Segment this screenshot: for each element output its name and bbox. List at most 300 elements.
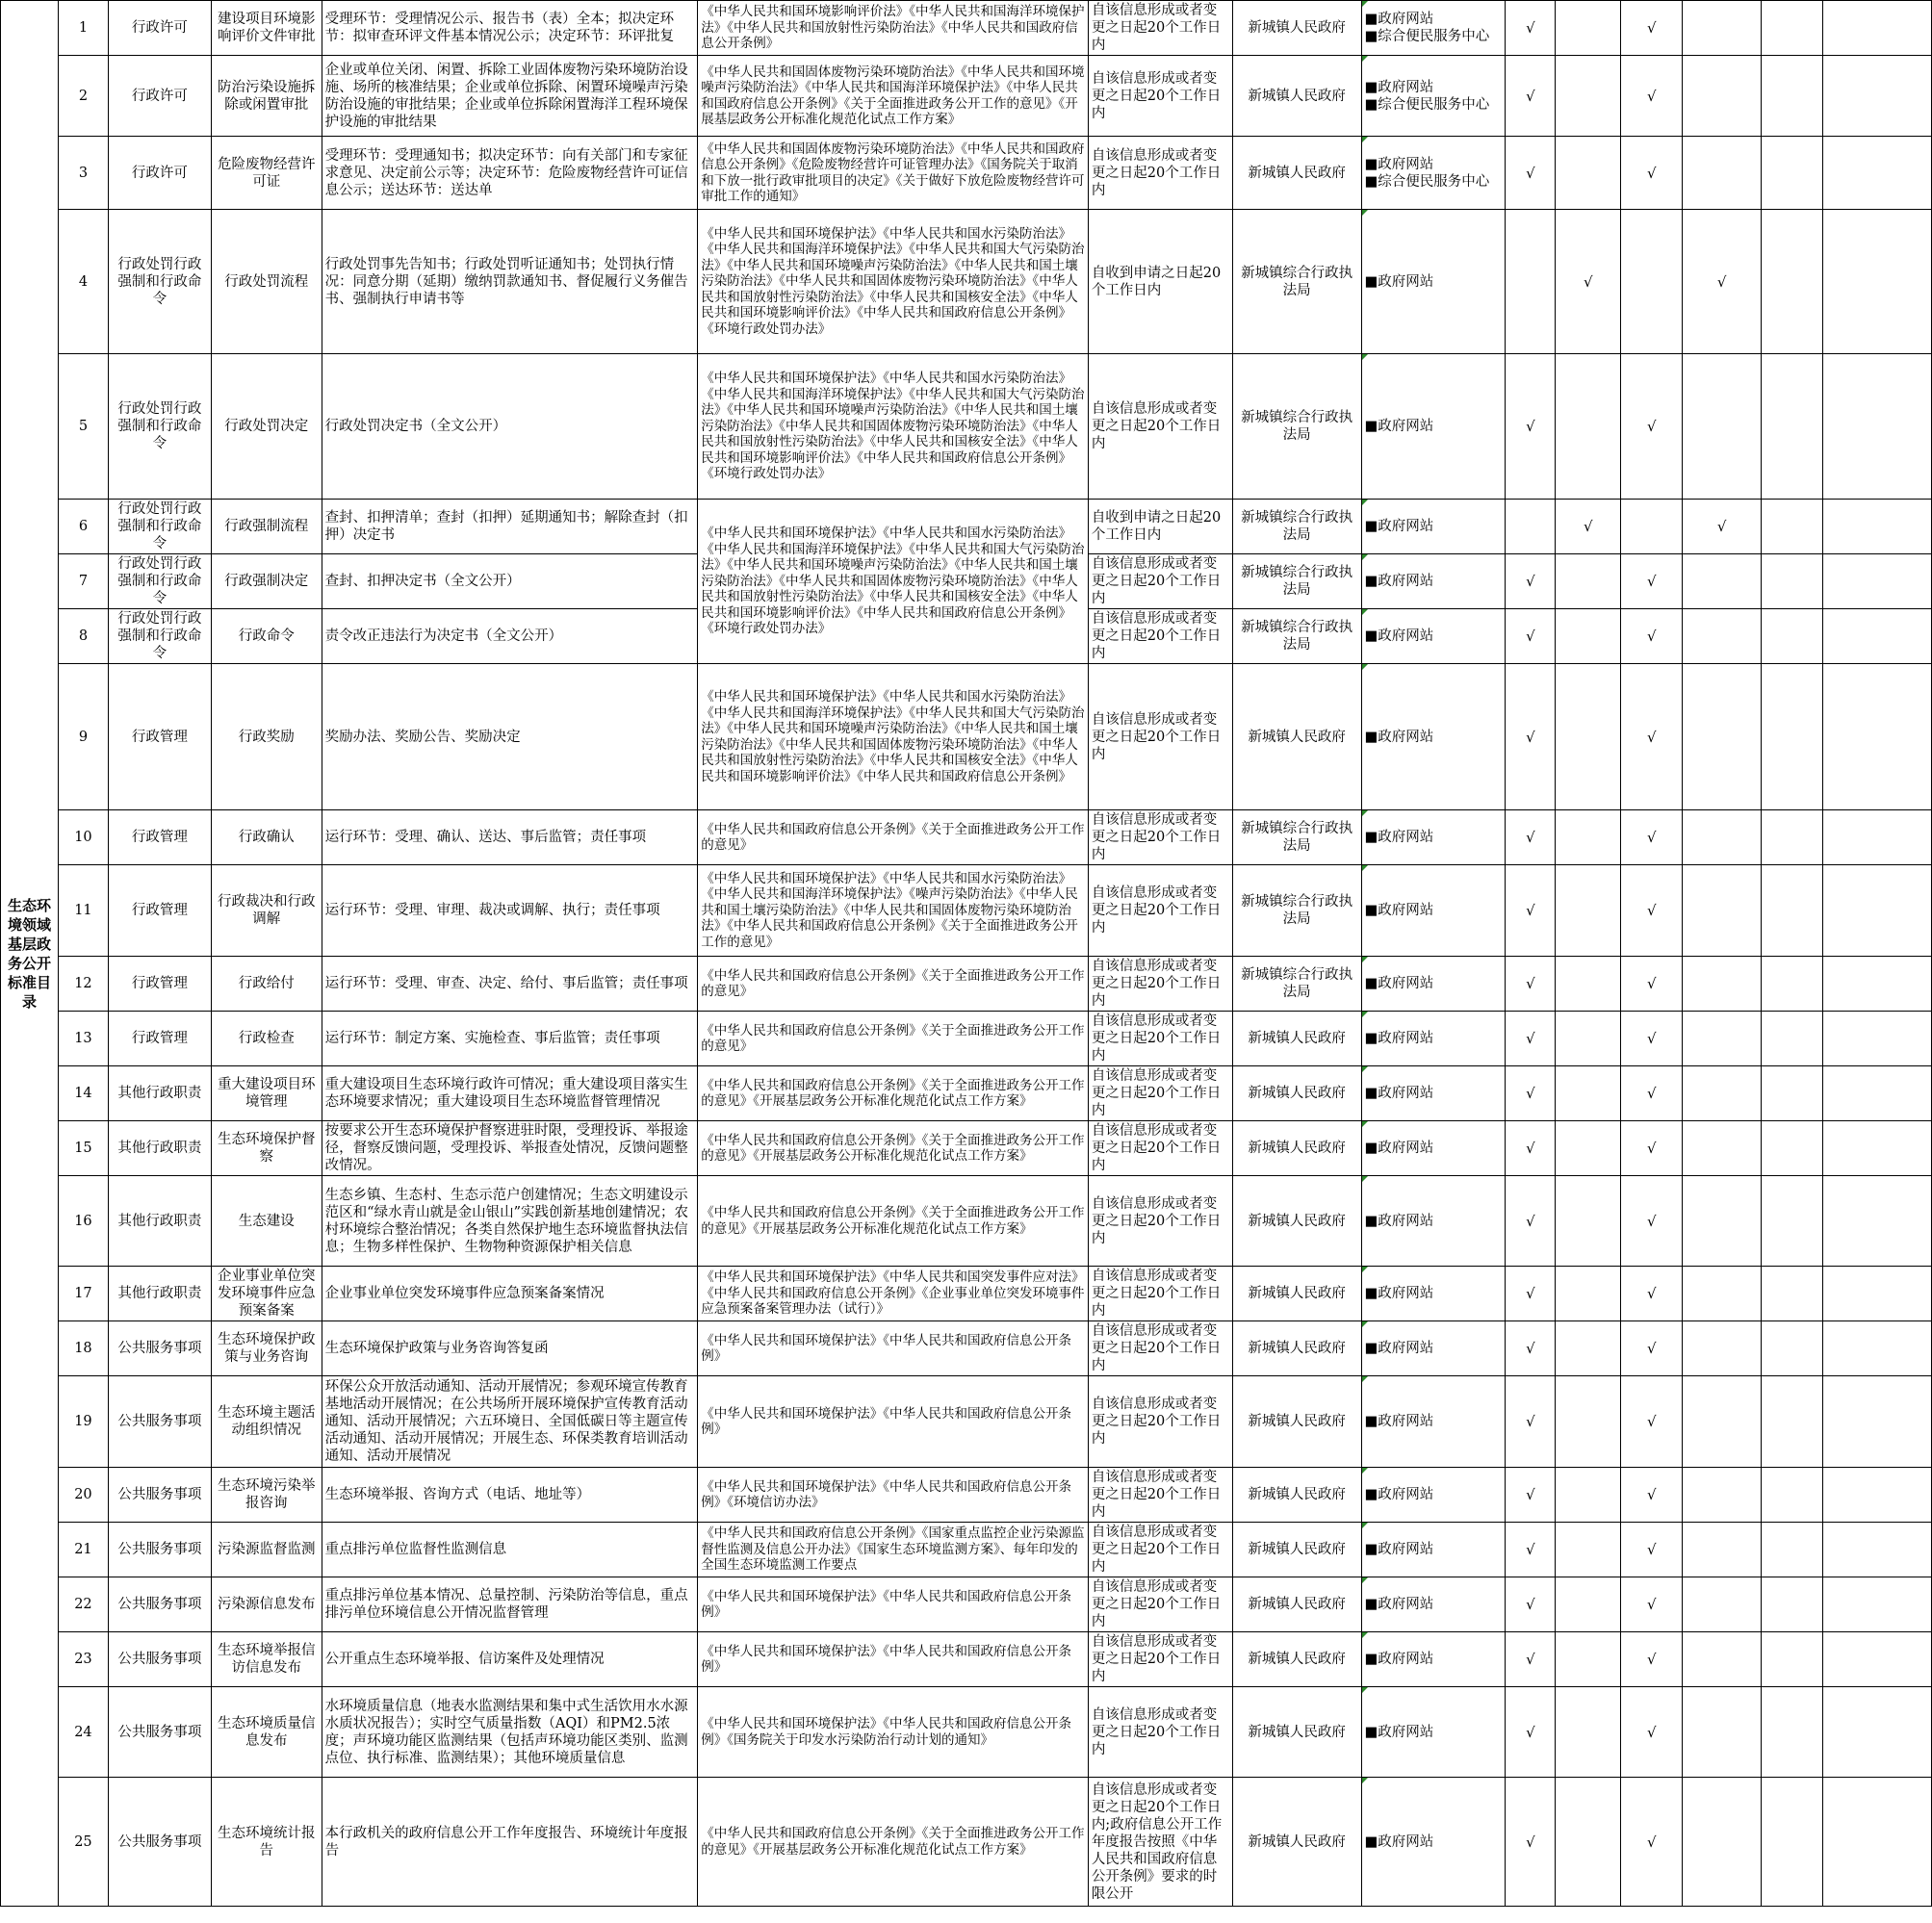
- blank-cell: [1823, 1066, 1932, 1121]
- check-mark-cell: √: [1506, 1321, 1556, 1376]
- check-mark-cell: [1556, 1632, 1621, 1687]
- subject-cell: 新城镇人民政府: [1232, 56, 1361, 137]
- time-limit-cell: 自该信息形成或者变更之日起20个工作日内: [1088, 1632, 1232, 1687]
- row-number: 15: [58, 1121, 108, 1176]
- check-mark-cell: √: [1506, 1632, 1556, 1687]
- item-cell: 行政处罚流程: [211, 210, 322, 354]
- check-mark-cell: √: [1506, 1577, 1556, 1632]
- row-number: 3: [58, 137, 108, 210]
- blank-cell: [1823, 664, 1932, 810]
- subject-cell: 新城镇综合行政执法局: [1232, 609, 1361, 664]
- category-cell: 公共服务事项: [108, 1577, 211, 1632]
- check-mark-cell: [1683, 56, 1762, 137]
- law-basis-cell: 《中华人民共和国政府信息公开条例》《关于全面推进政务公开工作的意见》《开展基层政务公开标准化规范化试点工作方案》: [698, 1121, 1089, 1176]
- row-number: 7: [58, 554, 108, 609]
- channel-item: ■政府网站: [1364, 1597, 1434, 1612]
- law-basis-cell: 《中华人民共和国环境保护法》《中华人民共和国政府信息公开条例》: [698, 1632, 1089, 1687]
- check-mark-cell: [1762, 56, 1823, 137]
- subject-cell: 新城镇综合行政执法局: [1232, 500, 1361, 554]
- channel-item: ■政府网站: [1364, 729, 1434, 745]
- row-number: 10: [58, 810, 108, 865]
- subject-cell: 新城镇人民政府: [1232, 1176, 1361, 1267]
- check-mark-cell: [1556, 1778, 1621, 1907]
- row-number: 6: [58, 500, 108, 554]
- item-cell: 生态环境污染举报咨询: [211, 1468, 322, 1523]
- check-mark-cell: √: [1621, 1, 1683, 56]
- item-cell: 生态环境主题活动组织情况: [211, 1376, 322, 1468]
- blank-cell: [1823, 1121, 1932, 1176]
- channel-cell: [1361, 1632, 1506, 1687]
- check-mark-cell: [1556, 1321, 1621, 1376]
- blank-cell: [1823, 1778, 1932, 1907]
- content-cell: 重大建设项目生态环境行政许可情况；重大建设项目落实生态环境要求情况；重大建设项目生态环境监督管理情况: [322, 1066, 698, 1121]
- check-mark-cell: [1762, 664, 1823, 810]
- law-basis-cell: 《中华人民共和国环境保护法》《中华人民共和国水污染防治法》《中华人民共和国海洋环境保护法》《中华人民共和国大气污染防治法》《中华人民共和国环境噪声污染防治法》《中华人民共和国土壤污染防治法》《中华人民共和国固体废物污染环境防治法》《中华人民共和国放射性污染防治法》《中华人民共和国核安全法》《中华人民共和国环境影响评价法》《中华人民共和国政府信息公开条例》《环境行政处罚办法》: [698, 500, 1089, 664]
- channel-item: ■政府网站: [1364, 1487, 1434, 1502]
- check-mark-cell: [1683, 957, 1762, 1012]
- channel-cell: [1361, 1577, 1506, 1632]
- check-mark-cell: [1762, 609, 1823, 664]
- category-cell: 公共服务事项: [108, 1376, 211, 1468]
- check-mark-cell: [1762, 137, 1823, 210]
- category-cell: 公共服务事项: [108, 1468, 211, 1523]
- category-cell: 公共服务事项: [108, 1778, 211, 1907]
- table-row: [1, 865, 1932, 957]
- channel-cell: [1361, 1012, 1506, 1066]
- subject-cell: 新城镇人民政府: [1232, 1, 1361, 56]
- channel-item: ■政府网站: [1364, 1286, 1434, 1301]
- channel-item: ■政府网站: [1364, 1031, 1434, 1046]
- time-limit-cell: 自收到申请之日起20个工作日内: [1088, 500, 1232, 554]
- check-mark-cell: [1762, 1176, 1823, 1267]
- check-mark-cell: [1683, 1121, 1762, 1176]
- check-mark-cell: √: [1506, 865, 1556, 957]
- blank-cell: [1823, 1321, 1932, 1376]
- check-mark-cell: [1556, 609, 1621, 664]
- law-basis-cell: 《中华人民共和国政府信息公开条例》《国家重点监控企业污染源监督性监测及信息公开办法》《国家生态环境监测方案》、每年印发的全国生态环境监测工作要点: [698, 1523, 1089, 1577]
- channel-item: ■政府网站: [1364, 830, 1434, 845]
- check-mark-cell: √: [1506, 810, 1556, 865]
- table-row: [1, 137, 1932, 210]
- row-number: 20: [58, 1468, 108, 1523]
- channel-item: ■政府网站: [1364, 156, 1434, 172]
- check-mark-cell: √: [1506, 1687, 1556, 1778]
- table-row: [1, 1523, 1932, 1577]
- subject-cell: 新城镇人民政府: [1232, 1121, 1361, 1176]
- check-mark-cell: √: [1621, 865, 1683, 957]
- law-basis-cell: 《中华人民共和国政府信息公开条例》《关于全面推进政务公开工作的意见》: [698, 957, 1089, 1012]
- check-mark-cell: √: [1621, 1778, 1683, 1907]
- channel-item: ■政府网站: [1364, 519, 1434, 534]
- content-cell: 重点排污单位监督性监测信息: [322, 1523, 698, 1577]
- content-cell: 公开重点生态环境举报、信访案件及处理情况: [322, 1632, 698, 1687]
- category-cell: 行政处罚行政强制和行政命令: [108, 609, 211, 664]
- table-row: [1, 210, 1932, 354]
- subject-cell: 新城镇综合行政执法局: [1232, 554, 1361, 609]
- check-mark-cell: [1762, 1321, 1823, 1376]
- subject-cell: 新城镇人民政府: [1232, 1523, 1361, 1577]
- content-cell: 受理环节：受理情况公示、报告书（表）全本；拟决定环节：拟审查环评文件基本情况公示；决定环节：环评批复: [322, 1, 698, 56]
- category-cell: 行政管理: [108, 810, 211, 865]
- law-basis-cell: 《中华人民共和国固体废物污染环境防治法》《中华人民共和国政府信息公开条例》《危险废物经营许可证管理办法》《国务院关于取消和下放一批行政审批项目的决定》《关于做好下放危险废物经营许可审批工作的通知》: [698, 137, 1089, 210]
- law-basis-cell: 《中华人民共和国环境保护法》《中华人民共和国政府信息公开条例》: [698, 1577, 1089, 1632]
- check-mark-cell: [1556, 664, 1621, 810]
- check-mark-cell: √: [1506, 554, 1556, 609]
- check-mark-cell: √: [1506, 137, 1556, 210]
- channel-cell: [1361, 609, 1506, 664]
- time-limit-cell: 自该信息形成或者变更之日起20个工作日内: [1088, 664, 1232, 810]
- check-mark-cell: √: [1506, 1267, 1556, 1321]
- check-mark-cell: [1683, 865, 1762, 957]
- check-mark-cell: [1621, 210, 1683, 354]
- check-mark-cell: √: [1621, 1468, 1683, 1523]
- check-mark-cell: √: [1506, 1376, 1556, 1468]
- item-cell: 行政裁决和行政调解: [211, 865, 322, 957]
- item-cell: 行政确认: [211, 810, 322, 865]
- law-basis-cell: 《中华人民共和国政府信息公开条例》《关于全面推进政务公开工作的意见》: [698, 1012, 1089, 1066]
- check-mark-cell: [1556, 1121, 1621, 1176]
- row-number: 13: [58, 1012, 108, 1066]
- check-mark-cell: [1556, 865, 1621, 957]
- law-basis-cell: 《中华人民共和国环境保护法》《中华人民共和国水污染防治法》《中华人民共和国海洋环境保护法》《中华人民共和国大气污染防治法》《中华人民共和国环境噪声污染防治法》《中华人民共和国土壤污染防治法》《中华人民共和国固体废物污染环境防治法》《中华人民共和国放射性污染防治法》《中华人民共和国核安全法》《中华人民共和国环境影响评价法》《中华人民共和国政府信息公开条例》《环境行政处罚办法》: [698, 354, 1089, 500]
- check-mark-cell: [1762, 1778, 1823, 1907]
- table-row: [1, 1632, 1932, 1687]
- law-basis-cell: 《中华人民共和国环境影响评价法》《中华人民共和国海洋环境保护法》《中华人民共和国放射性污染防治法》《中华人民共和国政府信息公开条例》: [698, 1, 1089, 56]
- time-limit-cell: 自该信息形成或者变更之日起20个工作日内: [1088, 56, 1232, 137]
- check-mark-cell: [1683, 1, 1762, 56]
- time-limit-cell: 自收到申请之日起20个工作日内: [1088, 210, 1232, 354]
- check-mark-cell: √: [1621, 664, 1683, 810]
- check-mark-cell: [1683, 1012, 1762, 1066]
- law-basis-cell: 《中华人民共和国环境保护法》《中华人民共和国政府信息公开条例》《环境信访办法》: [698, 1468, 1089, 1523]
- category-cell: 行政管理: [108, 1012, 211, 1066]
- check-mark-cell: [1683, 1577, 1762, 1632]
- blank-cell: [1823, 1468, 1932, 1523]
- blank-cell: [1823, 810, 1932, 865]
- time-limit-cell: 自该信息形成或者变更之日起20个工作日内: [1088, 957, 1232, 1012]
- check-mark-cell: [1683, 664, 1762, 810]
- check-mark-cell: [1556, 1176, 1621, 1267]
- category-cell: 行政管理: [108, 865, 211, 957]
- subject-cell: 新城镇人民政府: [1232, 1577, 1361, 1632]
- law-basis-cell: 《中华人民共和国环境保护法》《中华人民共和国水污染防治法》《中华人民共和国海洋环境保护法》《中华人民共和国大气污染防治法》《中华人民共和国环境噪声污染防治法》《中华人民共和国土壤污染防治法》《中华人民共和国固体废物污染环境防治法》《中华人民共和国放射性污染防治法》《中华人民共和国核安全法》《中华人民共和国环境影响评价法》《中华人民共和国政府信息公开条例》《环境行政处罚办法》: [698, 210, 1089, 354]
- row-number: 9: [58, 664, 108, 810]
- content-cell: 查封、扣押决定书（全文公开）: [322, 554, 698, 609]
- table-row: [1, 1376, 1932, 1468]
- time-limit-cell: 自该信息形成或者变更之日起20个工作日内: [1088, 1376, 1232, 1468]
- check-mark-cell: [1621, 500, 1683, 554]
- check-mark-cell: [1683, 137, 1762, 210]
- check-mark-cell: [1683, 1632, 1762, 1687]
- category-cell: 行政处罚行政强制和行政命令: [108, 354, 211, 500]
- check-mark-cell: √: [1683, 500, 1762, 554]
- check-mark-cell: √: [1621, 354, 1683, 500]
- blank-cell: [1823, 354, 1932, 500]
- check-mark-cell: [1762, 1012, 1823, 1066]
- check-mark-cell: [1556, 1376, 1621, 1468]
- check-mark-cell: [1556, 554, 1621, 609]
- check-mark-cell: [1762, 354, 1823, 500]
- check-mark-cell: [1683, 1066, 1762, 1121]
- content-cell: 运行环节：受理、审查、决定、给付、事后监管；责任事项: [322, 957, 698, 1012]
- time-limit-cell: 自该信息形成或者变更之日起20个工作日内: [1088, 1012, 1232, 1066]
- table-row: [1, 957, 1932, 1012]
- check-mark-cell: √: [1621, 137, 1683, 210]
- channel-item: ■政府网站: [1364, 1141, 1434, 1156]
- channel-item: ■政府网站: [1364, 1652, 1434, 1667]
- subject-cell: 新城镇人民政府: [1232, 1778, 1361, 1907]
- check-mark-cell: [1762, 1523, 1823, 1577]
- subject-cell: 新城镇综合行政执法局: [1232, 810, 1361, 865]
- check-mark-cell: √: [1621, 1523, 1683, 1577]
- law-basis-cell: 《中华人民共和国政府信息公开条例》《关于全面推进政务公开工作的意见》: [698, 810, 1089, 865]
- subject-cell: 新城镇人民政府: [1232, 664, 1361, 810]
- channel-cell: [1361, 1267, 1506, 1321]
- category-cell: 其他行政职责: [108, 1267, 211, 1321]
- law-basis-cell: 《中华人民共和国政府信息公开条例》《关于全面推进政务公开工作的意见》《开展基层政务公开标准化规范化试点工作方案》: [698, 1778, 1089, 1907]
- category-cell: 公共服务事项: [108, 1523, 211, 1577]
- category-cell: 公共服务事项: [108, 1687, 211, 1778]
- blank-cell: [1823, 865, 1932, 957]
- check-mark-cell: √: [1683, 210, 1762, 354]
- channel-cell: [1361, 1321, 1506, 1376]
- check-mark-cell: [1683, 1778, 1762, 1907]
- check-mark-cell: [1762, 1577, 1823, 1632]
- channel-item: ■综合便民服务中心: [1364, 173, 1490, 190]
- item-cell: 防治污染设施拆除或闲置审批: [211, 56, 322, 137]
- channel-item: ■政府网站: [1364, 79, 1434, 95]
- subject-cell: 新城镇人民政府: [1232, 1012, 1361, 1066]
- content-cell: 本行政机关的政府信息公开工作年度报告、环境统计年度报告: [322, 1778, 698, 1907]
- row-number: 8: [58, 609, 108, 664]
- row-number: 19: [58, 1376, 108, 1468]
- blank-cell: [1823, 554, 1932, 609]
- channel-cell: [1361, 137, 1506, 210]
- check-mark-cell: √: [1556, 210, 1621, 354]
- check-mark-cell: [1762, 957, 1823, 1012]
- row-number: 14: [58, 1066, 108, 1121]
- check-mark-cell: √: [1506, 354, 1556, 500]
- channel-cell: [1361, 1523, 1506, 1577]
- check-mark-cell: [1556, 1687, 1621, 1778]
- time-limit-cell: 自该信息形成或者变更之日起20个工作日内: [1088, 354, 1232, 500]
- blank-cell: [1823, 609, 1932, 664]
- blank-cell: [1823, 137, 1932, 210]
- channel-cell: [1361, 1121, 1506, 1176]
- content-cell: 运行环节：制定方案、实施检查、事后监管；责任事项: [322, 1012, 698, 1066]
- check-mark-cell: [1556, 957, 1621, 1012]
- check-mark-cell: √: [1506, 1012, 1556, 1066]
- row-number: 25: [58, 1778, 108, 1907]
- check-mark-cell: √: [1621, 609, 1683, 664]
- table-row: [1, 1687, 1932, 1778]
- content-cell: 行政处罚决定书（全文公开）: [322, 354, 698, 500]
- channel-item: ■政府网站: [1364, 903, 1434, 918]
- category-cell: 其他行政职责: [108, 1176, 211, 1267]
- time-limit-cell: 自该信息形成或者变更之日起20个工作日内: [1088, 1176, 1232, 1267]
- check-mark-cell: [1556, 1577, 1621, 1632]
- check-mark-cell: [1762, 865, 1823, 957]
- check-mark-cell: [1683, 1267, 1762, 1321]
- channel-cell: [1361, 354, 1506, 500]
- law-basis-cell: 《中华人民共和国环境保护法》《中华人民共和国政府信息公开条例》《国务院关于印发水污染防治行动计划的通知》: [698, 1687, 1089, 1778]
- category-cell: 行政许可: [108, 137, 211, 210]
- content-cell: 查封、扣押清单；查封（扣押）延期通知书；解除查封（扣押）决定书: [322, 500, 698, 554]
- channel-cell: [1361, 1468, 1506, 1523]
- table-row: [1, 1121, 1932, 1176]
- check-mark-cell: [1683, 1376, 1762, 1468]
- table-row: [1, 1577, 1932, 1632]
- table-row: [1, 1176, 1932, 1267]
- item-cell: 行政奖励: [211, 664, 322, 810]
- table-row: [1, 1066, 1932, 1121]
- channel-item: ■综合便民服务中心: [1364, 96, 1490, 113]
- item-cell: 行政命令: [211, 609, 322, 664]
- channel-cell: [1361, 957, 1506, 1012]
- channel-cell: [1361, 1066, 1506, 1121]
- check-mark-cell: [1683, 1523, 1762, 1577]
- check-mark-cell: √: [1506, 56, 1556, 137]
- check-mark-cell: [1762, 500, 1823, 554]
- channel-item: ■政府网站: [1364, 1414, 1434, 1429]
- check-mark-cell: [1556, 137, 1621, 210]
- law-basis-cell: 《中华人民共和国环境保护法》《中华人民共和国水污染防治法》《中华人民共和国海洋环境保护法》《噪声污染防治法》《中华人民共和国土壤污染防治法》《中华人民共和国固体废物污染环境防治法》《中华人民共和国政府信息公开条例》《关于全面推进政务公开工作的意见》: [698, 865, 1089, 957]
- check-mark-cell: √: [1621, 1321, 1683, 1376]
- category-cell: 行政管理: [108, 664, 211, 810]
- category-cell: 公共服务事项: [108, 1321, 211, 1376]
- check-mark-cell: √: [1621, 1687, 1683, 1778]
- item-cell: 生态环境保护政策与业务咨询: [211, 1321, 322, 1376]
- item-cell: 重大建设项目环境管理: [211, 1066, 322, 1121]
- check-mark-cell: [1683, 1687, 1762, 1778]
- check-mark-cell: √: [1621, 1176, 1683, 1267]
- channel-cell: [1361, 664, 1506, 810]
- time-limit-cell: 自该信息形成或者变更之日起20个工作日内: [1088, 1121, 1232, 1176]
- row-number: 12: [58, 957, 108, 1012]
- category-cell: 其他行政职责: [108, 1066, 211, 1121]
- check-mark-cell: √: [1621, 554, 1683, 609]
- channel-cell: [1361, 554, 1506, 609]
- law-basis-cell: 《中华人民共和国环境保护法》《中华人民共和国政府信息公开条例》: [698, 1376, 1089, 1468]
- check-mark-cell: √: [1621, 1121, 1683, 1176]
- blank-cell: [1823, 56, 1932, 137]
- check-mark-cell: [1762, 1, 1823, 56]
- row-number: 17: [58, 1267, 108, 1321]
- category-cell: 行政处罚行政强制和行政命令: [108, 554, 211, 609]
- item-cell: 行政强制流程: [211, 500, 322, 554]
- item-cell: 生态环境举报信访信息发布: [211, 1632, 322, 1687]
- channel-cell: [1361, 500, 1506, 554]
- check-mark-cell: [1683, 810, 1762, 865]
- channel-cell: [1361, 1687, 1506, 1778]
- content-cell: 生态乡镇、生态村、生态示范户创建情况；生态文明建设示范区和“绿水青山就是金山银山”实践创新基地创建情况；农村环境综合整治情况；各类自然保护地生态环境监督执法信息；生物多样性保护、生物物种资源保护相关信息: [322, 1176, 698, 1267]
- row-number: 16: [58, 1176, 108, 1267]
- check-mark-cell: √: [1506, 1468, 1556, 1523]
- check-mark-cell: √: [1506, 1176, 1556, 1267]
- time-limit-cell: 自该信息形成或者变更之日起20个工作日内: [1088, 1577, 1232, 1632]
- channel-item: ■政府网站: [1364, 1542, 1434, 1557]
- check-mark-cell: √: [1621, 1376, 1683, 1468]
- table-row: [1, 1468, 1932, 1523]
- check-mark-cell: [1762, 210, 1823, 354]
- channel-cell: [1361, 1, 1506, 56]
- check-mark-cell: [1762, 1066, 1823, 1121]
- check-mark-cell: [1556, 1523, 1621, 1577]
- check-mark-cell: [1556, 1267, 1621, 1321]
- subject-cell: 新城镇人民政府: [1232, 1267, 1361, 1321]
- category-cell: 行政管理: [108, 957, 211, 1012]
- row-number: 18: [58, 1321, 108, 1376]
- content-cell: 运行环节：受理、确认、送达、事后监管；责任事项: [322, 810, 698, 865]
- channel-cell: [1361, 210, 1506, 354]
- content-cell: 生态环境保护政策与业务咨询答复函: [322, 1321, 698, 1376]
- check-mark-cell: [1556, 354, 1621, 500]
- check-mark-cell: [1683, 1321, 1762, 1376]
- blank-cell: [1823, 500, 1932, 554]
- table-row: [1, 1, 1932, 56]
- row-number: 4: [58, 210, 108, 354]
- check-mark-cell: [1556, 1468, 1621, 1523]
- check-mark-cell: √: [1506, 957, 1556, 1012]
- subject-cell: 新城镇综合行政执法局: [1232, 865, 1361, 957]
- row-number: 2: [58, 56, 108, 137]
- subject-cell: 新城镇人民政府: [1232, 1066, 1361, 1121]
- check-mark-cell: [1762, 1687, 1823, 1778]
- channel-item: ■政府网站: [1364, 1833, 1434, 1850]
- law-basis-cell: 《中华人民共和国固体废物污染环境防治法》《中华人民共和国环境噪声污染防治法》《中华人民共和国海洋环境保护法》《中华人民共和国政府信息公开条例》《关于全面推进政务公开工作的意见》《开展基层政务公开标准化规范化试点工作方案》: [698, 56, 1089, 137]
- category-cell: 行政处罚行政强制和行政命令: [108, 500, 211, 554]
- category-cell: 其他行政职责: [108, 1121, 211, 1176]
- subject-cell: 新城镇综合行政执法局: [1232, 210, 1361, 354]
- law-basis-cell: 《中华人民共和国环境保护法》《中华人民共和国水污染防治法》《中华人民共和国海洋环境保护法》《中华人民共和国大气污染防治法》《中华人民共和国环境噪声污染防治法》《中华人民共和国土壤污染防治法》《中华人民共和国固体废物污染环境防治法》《中华人民共和国放射性污染防治法》《中华人民共和国核安全法》《中华人民共和国环境影响评价法》《中华人民共和国政府信息公开条例》: [698, 664, 1089, 810]
- check-mark-cell: [1683, 1468, 1762, 1523]
- time-limit-cell: 自该信息形成或者变更之日起20个工作日内: [1088, 137, 1232, 210]
- check-mark-cell: √: [1506, 664, 1556, 810]
- row-number: 23: [58, 1632, 108, 1687]
- law-basis-cell: 《中华人民共和国政府信息公开条例》《关于全面推进政务公开工作的意见》《开展基层政务公开标准化规范化试点工作方案》: [698, 1066, 1089, 1121]
- item-cell: 行政强制决定: [211, 554, 322, 609]
- check-mark-cell: [1683, 554, 1762, 609]
- channel-item: ■政府网站: [1364, 976, 1434, 991]
- check-mark-cell: √: [1621, 1577, 1683, 1632]
- subject-cell: 新城镇人民政府: [1232, 137, 1361, 210]
- time-limit-cell: 自该信息形成或者变更之日起20个工作日内: [1088, 1267, 1232, 1321]
- content-cell: 生态环境举报、咨询方式（电话、地址等）: [322, 1468, 698, 1523]
- time-limit-cell: 自该信息形成或者变更之日起20个工作日内: [1088, 1523, 1232, 1577]
- content-cell: 水环境质量信息（地表水监测结果和集中式生活饮用水水源水质状况报告）；实时空气质量指数（AQI）和PM2.5浓度；声环境功能区监测结果（包括声环境功能区类别、监测点位、执行标准、监测结果）；其他环境质量信息: [322, 1687, 698, 1778]
- item-cell: 污染源信息发布: [211, 1577, 322, 1632]
- check-mark-cell: [1762, 1267, 1823, 1321]
- blank-cell: [1823, 1687, 1932, 1778]
- category-cell: 行政许可: [108, 56, 211, 137]
- blank-cell: [1823, 1376, 1932, 1468]
- check-mark-cell: [1506, 210, 1556, 354]
- check-mark-cell: [1556, 56, 1621, 137]
- channel-cell: [1361, 865, 1506, 957]
- time-limit-cell: 自该信息形成或者变更之日起20个工作日内;政府信息公开工作年度报告按照《中华人民共和国政府信息公开条例》要求的时限公开: [1088, 1778, 1232, 1907]
- section-title: 生态环境领域基层政务公开标准目录: [1, 1, 59, 1907]
- item-cell: 危险废物经营许可证: [211, 137, 322, 210]
- item-cell: 建设项目环境影响评价文件审批: [211, 1, 322, 56]
- time-limit-cell: 自该信息形成或者变更之日起20个工作日内: [1088, 1468, 1232, 1523]
- item-cell: 行政处罚决定: [211, 354, 322, 500]
- channel-item: ■政府网站: [1364, 12, 1434, 27]
- channel-cell: [1361, 810, 1506, 865]
- item-cell: 企业事业单位突发环境事件应急预案备案: [211, 1267, 322, 1321]
- category-cell: 行政许可: [108, 1, 211, 56]
- check-mark-cell: [1762, 1121, 1823, 1176]
- check-mark-cell: [1556, 810, 1621, 865]
